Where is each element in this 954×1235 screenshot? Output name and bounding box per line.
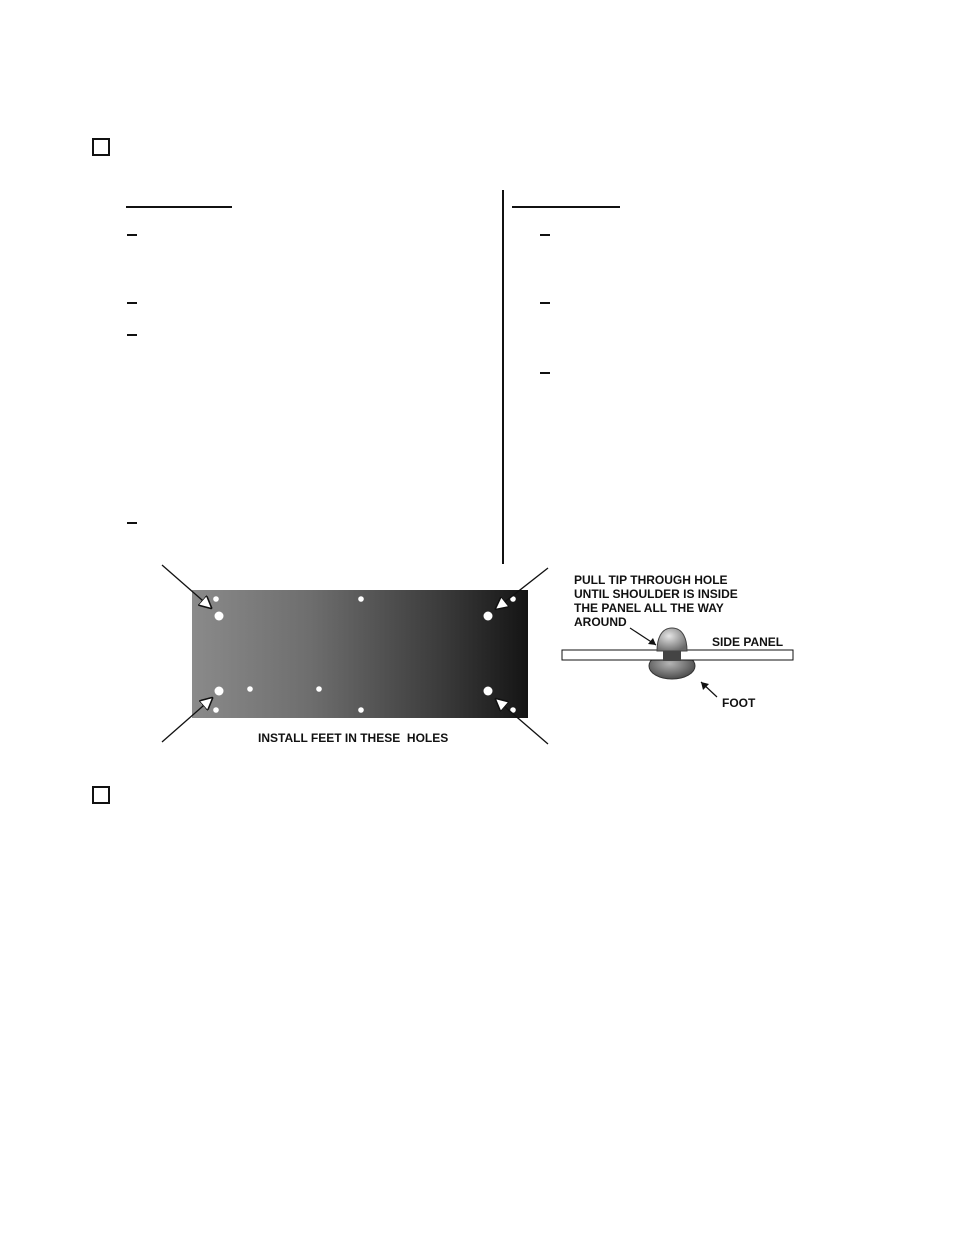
foot-label: FOOT [722, 696, 756, 710]
right-substep-1-marker [540, 234, 550, 236]
small-hole [316, 686, 322, 692]
right-substep-3-marker [540, 372, 550, 374]
instruction-line-4: AROUND [574, 615, 627, 629]
side-panel-illustration [160, 560, 550, 750]
left-substep-4-marker [127, 522, 137, 524]
step-2-checkbox[interactable] [92, 786, 110, 804]
small-hole [358, 707, 364, 713]
instruction-line-1: PULL TIP THROUGH HOLE [574, 573, 728, 587]
install-hole-top-right [484, 612, 493, 621]
side-panel-label: SIDE PANEL [712, 635, 784, 649]
right-substep-2-marker [540, 302, 550, 304]
foot-install-figure [555, 565, 800, 715]
left-substep-1-marker [127, 234, 137, 236]
install-hole-bottom-right [484, 687, 493, 696]
instruction-line-2: UNTIL SHOULDER IS INSIDE [574, 587, 738, 601]
left-substep-2-marker [127, 302, 137, 304]
foot-tip [657, 628, 687, 651]
small-hole [247, 686, 253, 692]
right-column-heading-rule [512, 206, 620, 208]
column-divider [502, 190, 504, 564]
foot-cross-section [555, 565, 800, 715]
panel-caption: INSTALL FEET IN THESE HOLES [258, 731, 449, 745]
install-hole-bottom-left [215, 687, 224, 696]
left-column-heading-rule [126, 206, 232, 208]
side-panel-plate [192, 590, 528, 718]
left-substep-3-marker [127, 334, 137, 336]
side-panel-figure [160, 560, 550, 750]
small-hole [213, 596, 219, 602]
arrow-top-left [162, 565, 210, 607]
small-hole [213, 707, 219, 713]
instruction-line-3: THE PANEL ALL THE WAY [574, 601, 724, 615]
install-hole-top-left [215, 612, 224, 621]
small-hole [358, 596, 364, 602]
arrow-bottom-left [162, 699, 211, 742]
step-1-checkbox[interactable] [92, 138, 110, 156]
